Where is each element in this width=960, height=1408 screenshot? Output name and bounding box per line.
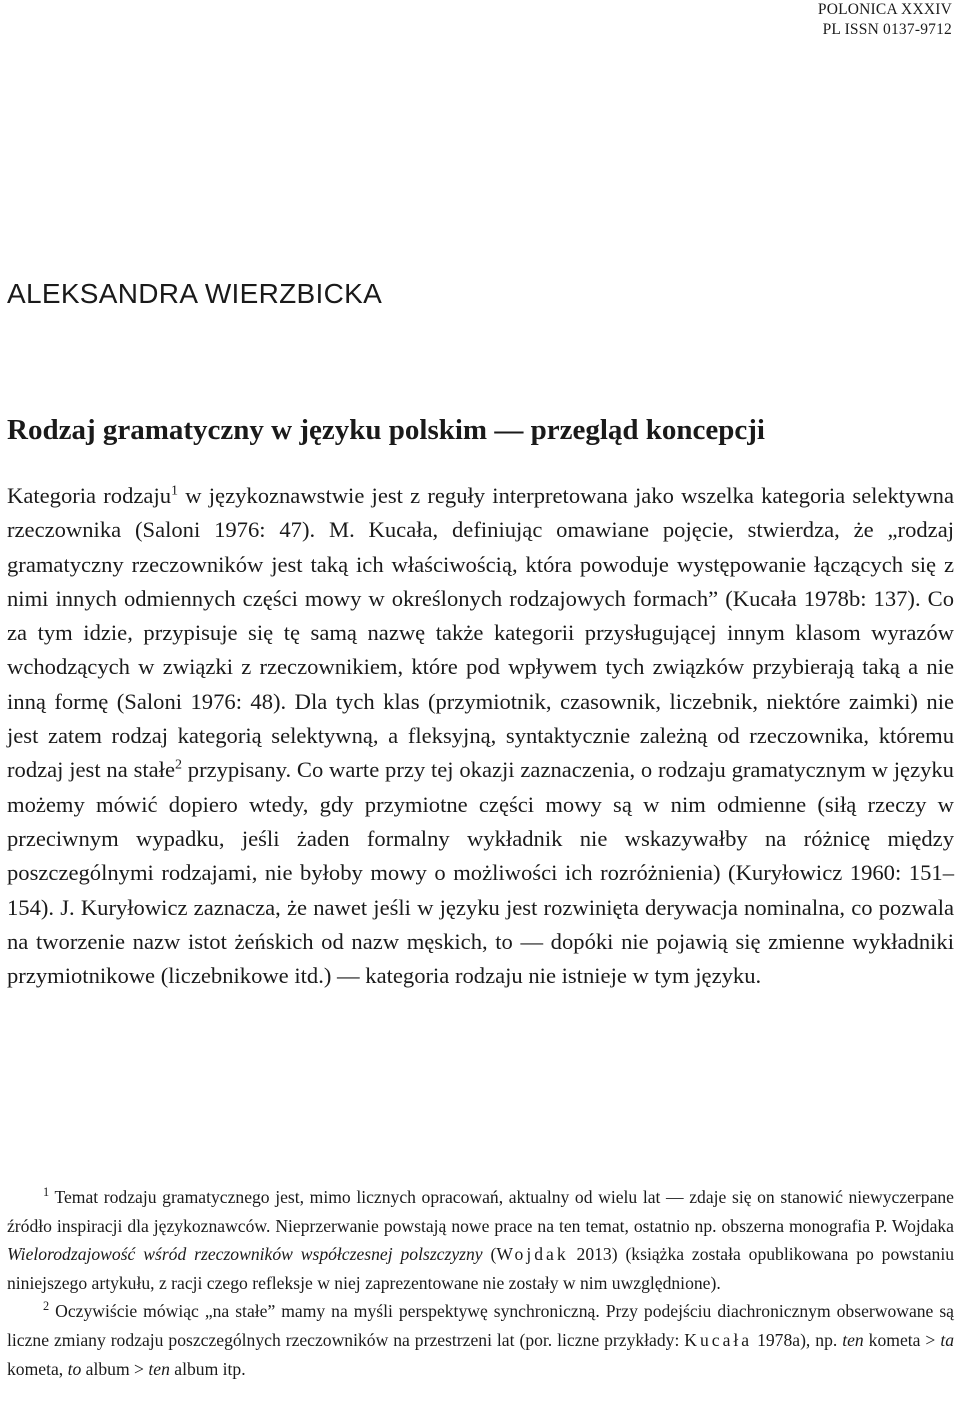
example-word: to: [67, 1358, 82, 1379]
footnote-text: 2013) (książka została opublikowana po powstaniu niniejszego artykułu, z racji czego refleksje w niej zaprezentowane nie zostały w nim uwzględnione).: [7, 1244, 955, 1293]
footnote-text: kometa >: [863, 1329, 941, 1350]
footnote-mark: 2: [43, 1299, 50, 1314]
cited-author: Wojdak: [496, 1244, 569, 1265]
footnote-text: album >: [81, 1358, 149, 1379]
body-segment: Kategoria rodzaju: [7, 483, 172, 508]
example-word: ta: [940, 1329, 954, 1350]
running-header: [818, 0, 952, 40]
cited-author: Kucała: [684, 1329, 753, 1350]
issn: PL ISSN 0137-9712: [822, 21, 952, 38]
footnote-ref-2[interactable]: 2: [174, 757, 182, 773]
footnote-text: Temat rodzaju gramatycznego jest, mimo licznych opracowań, aktualny od wielu lat — zdaje się on stanowić niewyczerpane źródło inspiracji dla językoznawców. Nieprzerwanie powstają nowe prace na ten temat, ostatnio np. obszerna monografia P. Wojdaka: [7, 1187, 954, 1236]
body-segment: przypisany. Co warte przy tej okazji zaznaczenia, o rodzaju gramatycznym w języku możemy mówić dopiero wtedy, gdy przymiotne części mowy są w nim odmienne (siłą rzeczy w przeciwnym wypadku, jeśli żaden formalny wykładnik nie wskazywałby na różnicę między poszczególnymi rodzajami, nie byłoby mowy o możliwości ich rozróżnienia) (Kuryłowicz 1960: 151–154). J. Kuryłowicz zaznacza, że nawet jeśli w języku jest rozwinięta derywacja nominalna, co pozwala na tworzenie nazw istot żeńskich od nazw męskich, to — dopóki nie pojawią się zmienne wykładniki przymiotnikowe (liczebnikowe itd.) — kategoria rodzaju nie istnieje w tym języku.: [7, 757, 954, 989]
footnote-2: [7, 1297, 954, 1383]
author-name: ALEKSANDRA WIERZBICKA: [7, 278, 383, 309]
article-body: [7, 479, 954, 993]
footnote-mark: 1: [43, 1185, 50, 1200]
footnote-text: kometa,: [7, 1358, 68, 1379]
journal-name: POLONICA XXXIV: [817, 1, 952, 18]
body-segment: w językoznawstwie jest z reguły interpretowana jako wszelka kategoria selektywna rzeczownika (Saloni 1976: 47). M. Kucała, definiując omawiane pojęcie, stwierdza, że „rodzaj gramatyczny rzeczowników jest taką ich właściwością, która powoduje występowanie łączących się z nimi innych odmiennych części mowy w określonych rodzajowych formach” (Kucała 1978b: 137). Co za tym idzie, przypisuje się tę samą nazwę także kategorii przysługującej innym klasom wyrazów wchodzących w związki z rzeczownikiem, które pod wpływem tych związków przybierają taką a nie inną formę (Saloni 1976: 48). Dla tych klas (przymiotnik, czasownik, liczebnik, niektóre zaimki) nie jest zatem rodzaj kategorią selektywną, a fleksyjną, syntaktycznie zależną od rzeczownika, któremu rodzaj jest na stałe: [7, 483, 954, 783]
footnotes: [7, 1183, 954, 1383]
footnote-text: 1978a), np.: [752, 1329, 843, 1350]
footnote-ref-1[interactable]: 1: [171, 483, 179, 499]
footnote-text: (: [482, 1244, 497, 1265]
example-word: ten: [148, 1358, 170, 1379]
footnote-text: album itp.: [169, 1358, 246, 1379]
article-title: Rodzaj gramatyczny w języku polskim — przegląd koncepcji: [7, 414, 765, 446]
footnote-1: [7, 1183, 954, 1297]
footnote-text: Oczywiście mówiąc „na stałe” mamy na myśli perspektywę synchroniczną. Przy podejściu diachronicznym obserwowane są liczne zmiany rodzaju poszczególnych rzeczowników na przestrzeni lat (por. liczne przykłady:: [7, 1301, 954, 1350]
body-paragraph: [7, 479, 954, 993]
example-word: ten: [842, 1329, 864, 1350]
book-title: Wielorodzajowość wśród rzeczowników współczesnej polszczyzny: [7, 1244, 483, 1265]
